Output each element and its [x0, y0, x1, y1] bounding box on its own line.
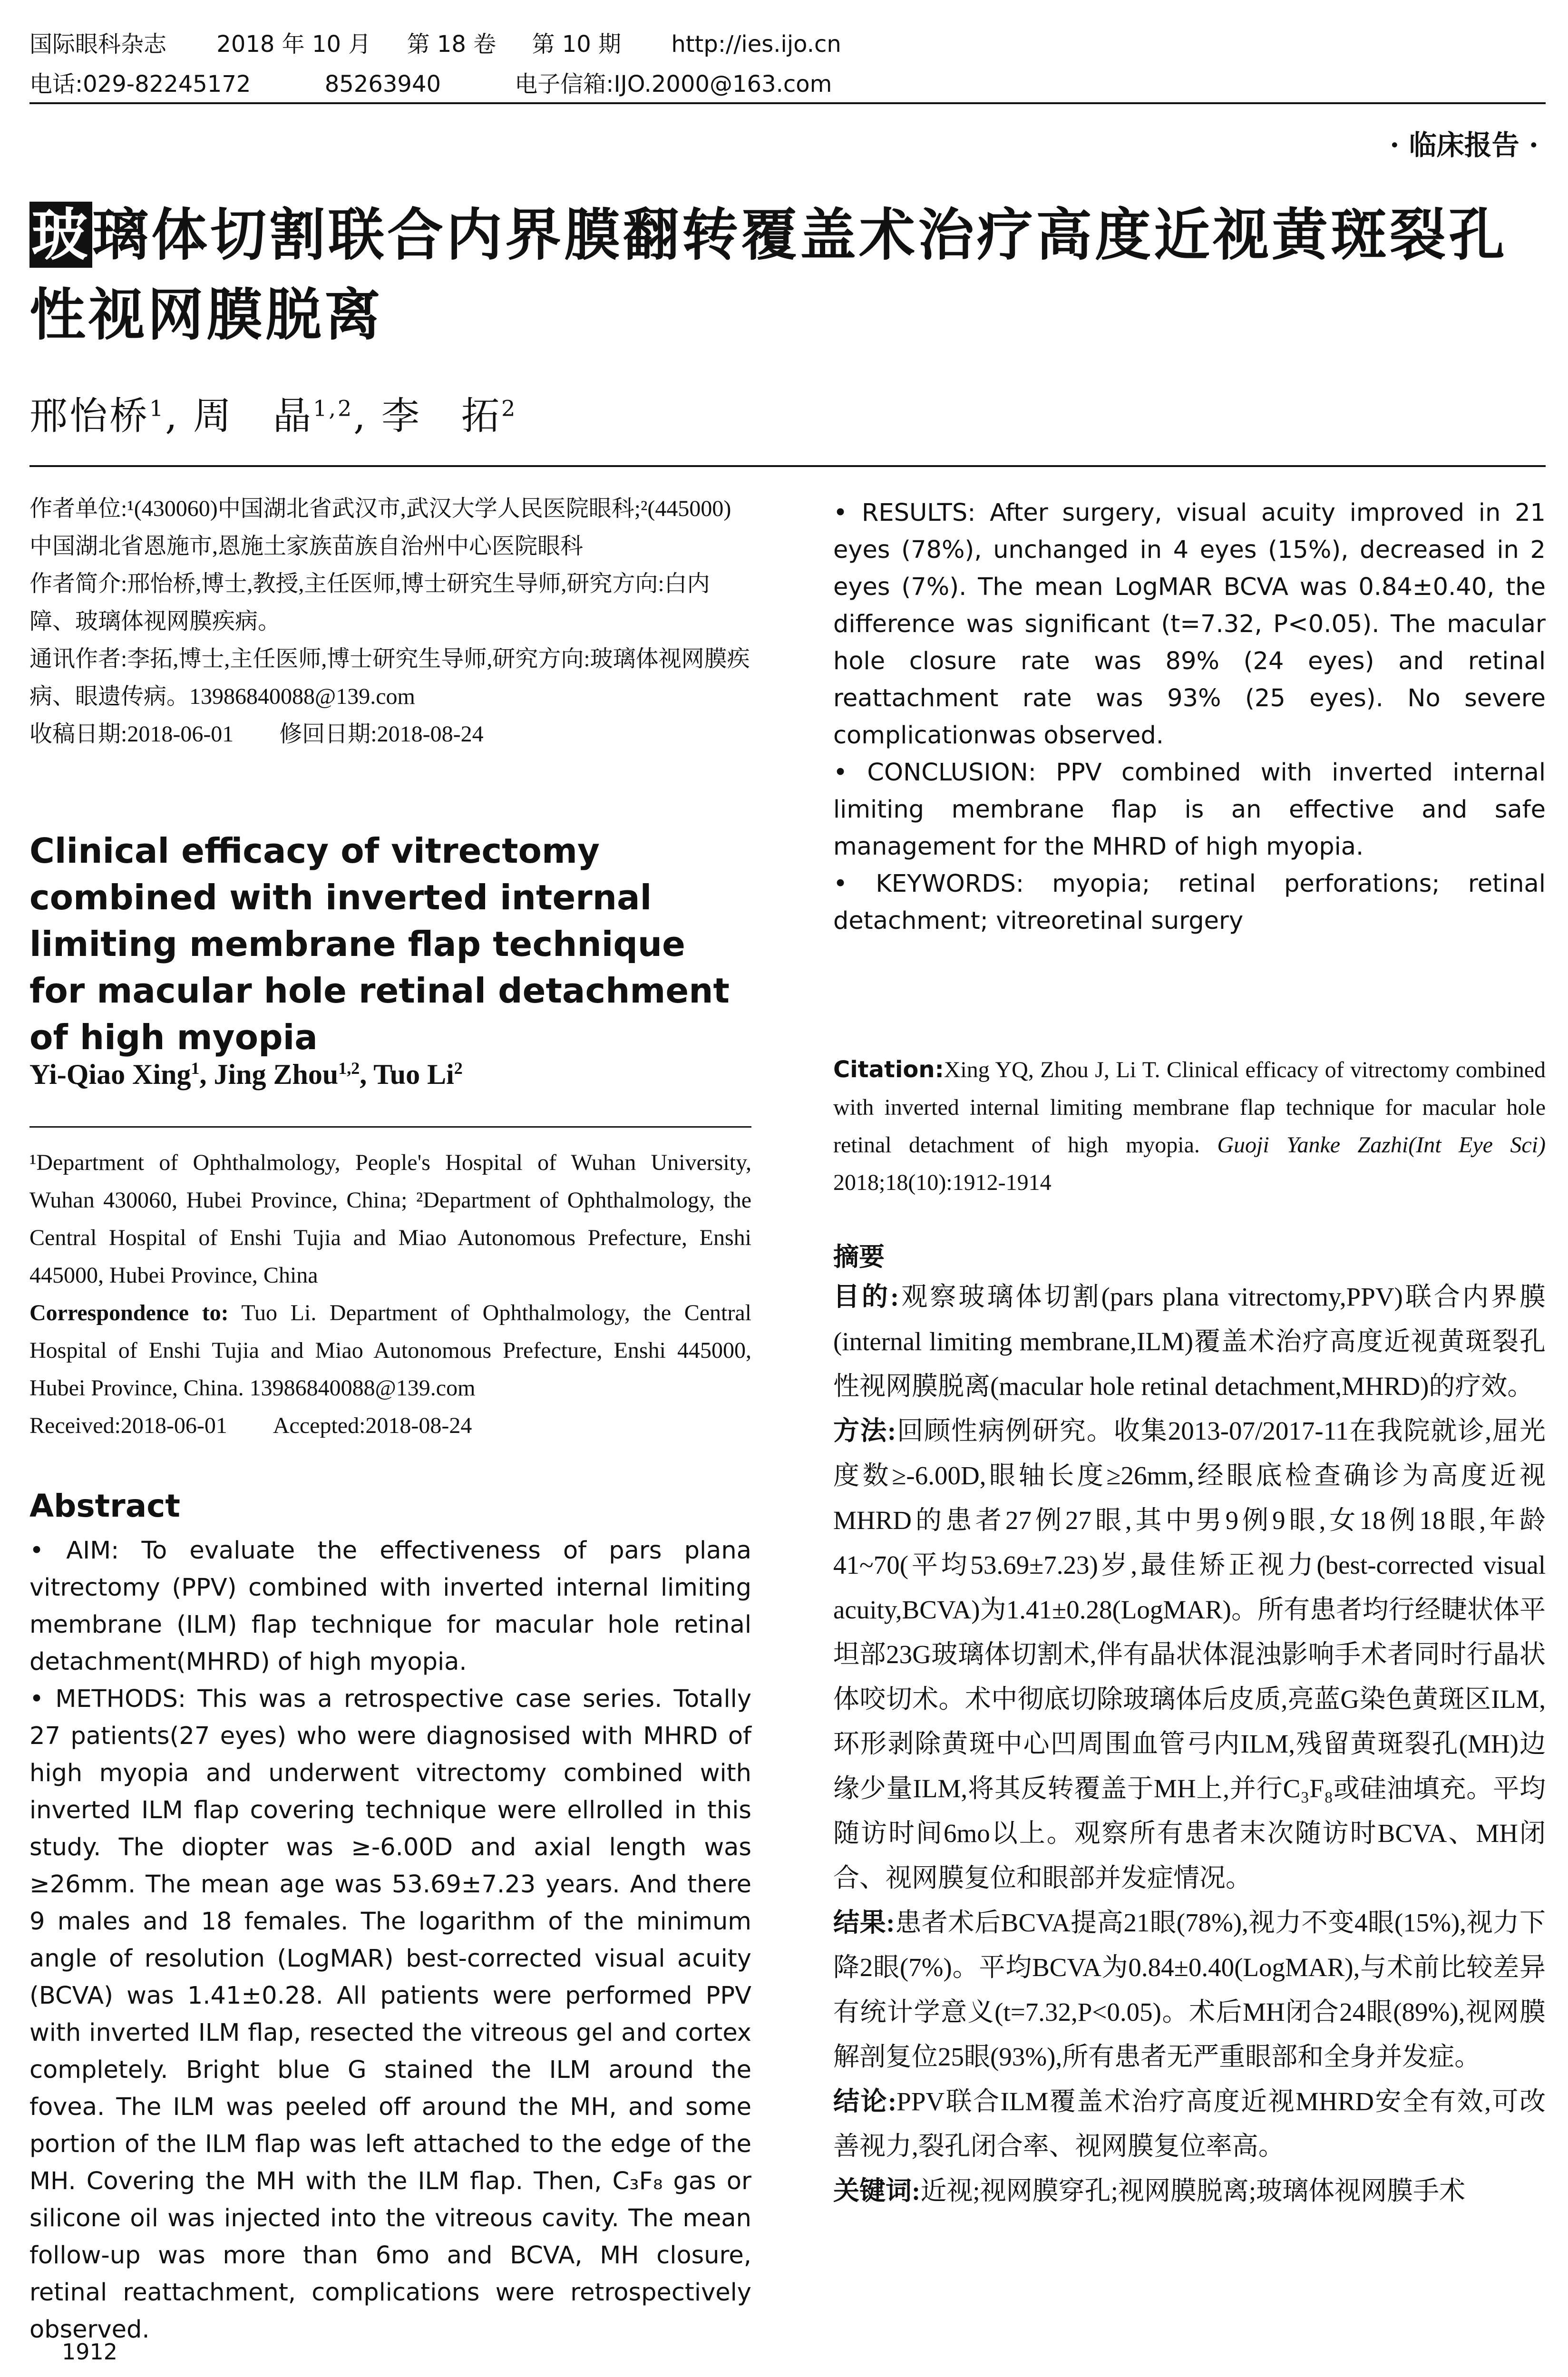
author-en-1: Yi-Qiao Xing: [29, 1059, 191, 1090]
info-bio: 作者简介:邢怡桥,博士,教授,主任医师,博士研究生导师,研究方向:白内障、玻璃体视网膜疾病。: [29, 571, 710, 634]
author-cn-2: 周 晶: [193, 394, 313, 438]
aim-label: • AIM:: [29, 1537, 119, 1565]
correspondence-text: Tuo Li. Department of Ophthalmology, the Central Hospital of Enshi Tujia and Miao Autonomous Prefecture, Enshi 445000, Hubei Province, China. 13986840088@139.com: [29, 1300, 752, 1401]
affiliation-en: ¹Department of Ophthalmology, People's Hospital of Wuhan University, Wuhan 430060, Hubei Province, China; ²Department of Ophthalmology, the Central Hospital of Enshi Tujia and Miao Autonomous Prefecture, Enshi 445000, Hubei Province, China: [29, 1150, 751, 1288]
zh-keywords: [833, 2169, 1546, 2213]
author-en-2-sup: 1,2: [338, 1059, 360, 1078]
zh-conclusion: [833, 2079, 1546, 2169]
methods-text: This was a retrospective case series. Totally 27 patients(27 eyes) who were diagnosised with MHRD of high myopia and underwent vitrectomy combined with inverted ILM flap covering technique were ellrolled in this study. The diopter was ≥-6.00D and axial length was ≥26mm. The mean age was 53.69±7.23 years. And there 9 males and 18 females. The logarithm of the minimum angle of resolution (LogMAR) best-corrected visual acuity (BCVA) was 1.41±0.28. All patients were performed PPV with inverted ILM flap, resected the vitreous gel and cortex completely. Bright blue G stained the ILM around the fovea. The ILM was peeled off around the MH, and some portion of the ILM flap was left attached to the edge of the MH. Covering the MH with the ILM flap. Then, C₃F₈ gas or silicone oil was injected into the vitreous cavity. The mean follow-up was more than 6mo and BCVA, MH closure, retinal reattachment, complications were retrospectively observed.: [29, 1685, 752, 2344]
abstract-heading: Abstract: [29, 1488, 180, 1524]
author-en-1-sup: 1: [191, 1059, 200, 1078]
abstract-conclusion: [833, 754, 1546, 866]
zh-results-label: 结果:: [833, 1908, 895, 1937]
citation-text: Xing YQ, Zhou J, Li T. Clinical efficacy of vitrectomy combined with inverted internal limiting membrane flap technique for macular hole retinal detachment of high myopia.: [833, 1057, 1546, 1158]
citation-label: Citation:: [833, 1056, 944, 1083]
journal-header-line2: [29, 66, 832, 98]
citation-journal: Guoji Yanke Zazhi(Int Eye Sci): [1217, 1132, 1546, 1158]
correspondence: [29, 1294, 751, 1407]
title-first-char: 玻: [29, 202, 92, 268]
phone2: 85263940: [324, 71, 441, 97]
affiliation-block: [29, 1144, 751, 1444]
zh-aim-label: 目的:: [833, 1282, 899, 1311]
volume: 第 18 卷: [407, 31, 497, 58]
article-title: [29, 195, 1547, 355]
zh-results-text: 患者术后BCVA提高21眼(78%),视力不变4眼(15%),视力下降2眼(7%)。平均BCVA为0.84±0.40(LogMAR),与术前比较差异有统计学意义(t=7.32,P<0.05)。术后MH闭合24眼(89%),视网膜解剖复位25眼(93%),所有患者无严重眼部和全身并发症。: [833, 1908, 1546, 2071]
info-affiliation: 作者单位:¹(430060)中国湖北省武汉市,武汉大学人民医院眼科;²(445000)中国湖北省恩施市,恩施土家族苗族自治州中心医院眼科: [29, 496, 731, 559]
abstract-methods: [29, 1681, 751, 2348]
author-cn-1-sup: 1: [149, 395, 166, 421]
author-cn-3-sup: 2: [501, 395, 517, 421]
conclusion-label: • CONCLUSION:: [833, 759, 1036, 787]
correspondence-label: Correspondence to:: [29, 1300, 229, 1325]
citation-block: [833, 1051, 1546, 1201]
journal-name: 国际眼科杂志: [29, 31, 167, 58]
header-rule: [29, 102, 1546, 104]
conclusion-text: PPV combined with inverted internal limiting membrane flap is an effective and safe management for the MHRD of high myopia.: [833, 759, 1546, 861]
abstract-results: [833, 495, 1546, 754]
zh-conclusion-label: 结论:: [833, 2087, 897, 2116]
zh-aim: [833, 1275, 1546, 1409]
keywords-text: myopia; retinal perforations; retinal detachment; vitreoretinal surgery: [833, 870, 1546, 935]
issue: 第 10 期: [532, 31, 622, 58]
abstract-en-left: [29, 1532, 751, 2348]
zh-results: [833, 1900, 1546, 2079]
authors-en: Yi-Qiao Xing$^1$, Jing Zhou$^{1,2}$, Tuo Li$^2$: [29, 1059, 463, 1090]
keywords-label: • KEYWORDS:: [833, 870, 1024, 898]
abstract-en-right: [833, 495, 1546, 940]
zh-methods-label: 方法:: [833, 1416, 896, 1445]
zh-abstract-body: [833, 1275, 1546, 2213]
abstract-keywords: [833, 866, 1546, 940]
english-title: Clinical efficacy of vitrectomy combined with inverted internal limiting membrane flap technique for macular hole retinal detachment of high myopia: [29, 831, 730, 1057]
author-info-cn: [29, 490, 751, 753]
title-rest: 璃体切割联合内界膜翻转覆盖术治疗高度近视黄斑裂孔性视网膜脱离: [29, 202, 1508, 348]
journal-header-line1: [29, 26, 841, 58]
citation-tail: 2018;18(10):1912-1914: [833, 1170, 1052, 1195]
zh-abstract-heading: 摘要: [833, 1243, 885, 1271]
received-accepted: Received:2018-06-01 Accepted:2018-08-24: [29, 1413, 472, 1438]
author-en-3: Tuo Li: [373, 1059, 454, 1090]
journal-url: http://ies.ijo.cn: [671, 31, 841, 58]
results-text: After surgery, visual acuity improved in 21 eyes (78%), unchanged in 4 eyes (15%), decreased in 2 eyes (7%). The mean LogMAR BCVA was 0.84±0.40, the difference was significant (t=7.32, P<0.05). The macular hole closure rate was 89% (24 eyes) and retinal reattachment rate was 93% (25 eyes). No severe complicationwas observed.: [833, 499, 1546, 750]
author-en-2: Jing Zhou: [214, 1059, 339, 1090]
zh-aim-text: 观察玻璃体切割(pars plana vitrectomy,PPV)联合内界膜(internal limiting membrane,ILM)覆盖术治疗高度近视黄斑裂孔性视网膜脱离(macular hole retinal detachment,MHRD)的疗效。: [833, 1282, 1546, 1401]
author-en-3-sup: 2: [454, 1059, 463, 1078]
author-cn-1: 邢怡桥: [29, 394, 149, 438]
phone: 电话:029-82245172: [29, 71, 251, 97]
authors-cn: 邢怡桥$^1$, 周 晶$^{1,2}$, 李 拓$^2$: [29, 394, 517, 438]
zh-methods: [833, 1409, 1546, 1900]
section-tag: · 临床报告 ·: [1390, 129, 1539, 161]
abstract-aim: [29, 1532, 751, 1681]
aim-text: To evaluate the effectiveness of pars plana vitrectomy (PPV) combined with inverted internal limiting membrane (ILM) flap technique for macular hole retinal detachment(MHRD) of high myopia.: [29, 1537, 751, 1676]
zh-conclusion-text: PPV联合ILM覆盖术治疗高度近视MHRD安全有效,可改善视力,裂孔闭合率、视网膜复位率高。: [833, 2087, 1546, 2161]
authors-en-rule: [29, 1126, 751, 1128]
zh-keywords-text: 近视;视网膜穿孔;视网膜脱离;玻璃体视网膜手术: [920, 2176, 1466, 2205]
page-number: 1912: [62, 2339, 118, 2365]
author-cn-3: 李 拓: [381, 394, 502, 438]
zh-keywords-label: 关键词:: [833, 2176, 921, 2205]
results-label: • RESULTS:: [833, 499, 976, 527]
info-dates: 收稿日期:2018-06-01 修回日期:2018-08-24: [29, 721, 484, 747]
email: 电子信箱:IJO.2000@163.com: [515, 71, 832, 97]
zh-methods-text: 回顾性病例研究。收集2013-07/2017-11在我院就诊,屈光度数≥-6.00D,眼轴长度≥26mm,经眼底检查确诊为高度近视MHRD的患者27例27眼,其中男9例9眼,女18例18眼,年龄41~70(平均53.69±7.23)岁,最佳矫正视力(best-corrected visual acuity,BCVA)为1.41±0.28(LogMAR)。所有患者均行经睫状体平坦部23G玻璃体切割术,伴有晶状体混浊影响手术者同时行晶状体咬切术。术中彻底切除玻璃体后皮质,亮蓝G染色黄斑区ILM,环形剥除黄斑中心凹周围血管弓内ILM,残留黄斑裂孔(MH)边缘少量ILM,将其反转覆盖于MH上,并行C₃F₈或硅油填充。平均随访时间6mo以上。观察所有患者末次随访时BCVA、MH闭合、视网膜复位和眼部并发症情况。: [833, 1416, 1546, 1892]
methods-label: • METHODS:: [29, 1685, 186, 1713]
author-cn-2-sup: 1,2: [313, 395, 354, 421]
issue-date: 2018 年 10 月: [216, 31, 371, 58]
authors-rule: [29, 465, 1546, 467]
info-corresponding: 通讯作者:李拓,博士,主任医师,博士研究生导师,研究方向:玻璃体视网膜疾病、眼遗传病。13986840088@139.com: [29, 646, 750, 709]
